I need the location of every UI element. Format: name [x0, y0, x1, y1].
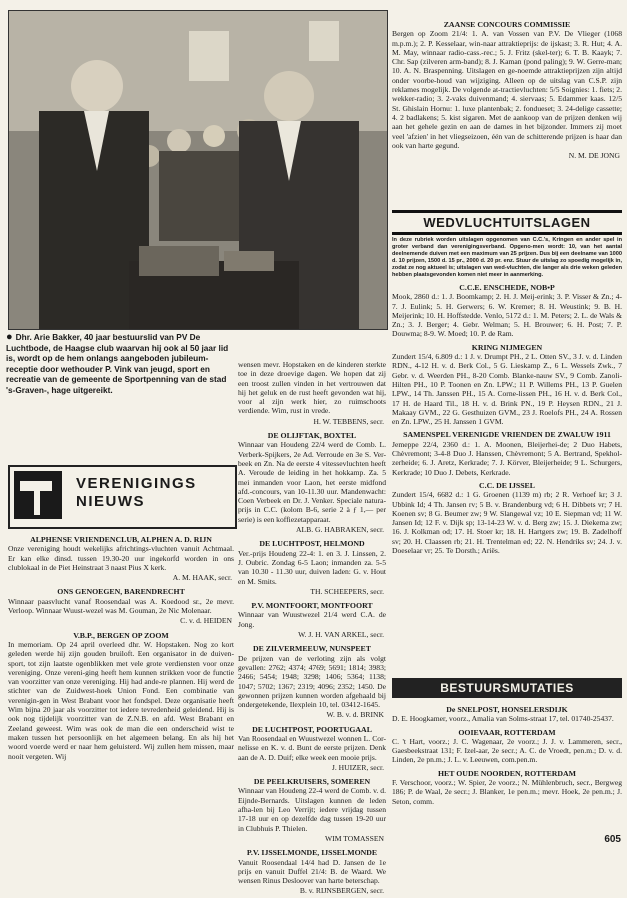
article-text: wensen mevr. Hopstaken en de kinderen sterkte toe in deze droevige dagen. We hopen dat zij een troost zullen vinden in het vertrouwen dat hij het geluk en de rust heeft gevonden wat hij, voor al zijn werk hier, zo ruimschoots verdiende. Wim, rust in vrede.	[238, 360, 386, 416]
article-text: Winnaar van Houdeng 22-4 werd de Comb. v. d. Eijnde-Bernards. Uitslagen kunnen de leden afha-len bij Leo Verrijt; iedere vrijdag tussen 17-18 uur en op dezelfde dag tussen 19-20 uur in Clubhuis P. Thielen.	[238, 786, 386, 833]
article-signature: H. W. TEBBENS, secr.	[313, 416, 384, 426]
article-heading: HET OUDE NOORDEN, ROTTERDAM	[437, 768, 577, 778]
article-heading: DE OLIJFTAK, BOXTEL	[267, 431, 357, 441]
article-signature: TH. SCHEEPERS, secr.	[310, 586, 384, 596]
article-text: Winnaar paasvlucht vanaf Roosendaal was A. Koedood sr., 2e mevr. Verloop. Winnaar Wuust-wezel was M. Gouman, 2e Nic Molenaar.	[8, 596, 234, 616]
photo-caption	[6, 332, 238, 395]
article-text: Jemeppe 22/4, 2360 d.: 1. A. Moonen, Bleijerhei-de; 2 Duo Habets, Chèvremont; 3-4-8 Duo J. Hanssen, Chèvremont; 5 A. Bertrand, Spekhol-zerheide; 6. J. Aretz, Kerkrade; 7. J. Körver, Bleijerheide; 9 L. Schurgers, Kerkrade; 10 Duo J. Debets, Kerkrade.	[392, 439, 622, 477]
article-text: Zundert 15/4, 6.809 d.: 1 J. v. Drumpt PH., 2 L. Otten SV., 3 J. v. d. Linden RDN., 4-12 H. v. d. Berk Col., 5 G. Lieskamp Z., 6 L. Wessels Zwk., 7 Gebr. v. d. Weerden PH., 8-20 Comb. Blanke-nauw SV., 9 Comb. Zanoli-Hilten PH., 10 P. Toonen en Zn. LPW.; 11 P. Willems PH., 13 P. Guelen LPW., 14 Th. Janssen PH., 15 A. Corne-lissen PH., 16 H. v. d. Berk Col., 17 H. de Haard Til., 18 H. v. d. Brink PN., 19 P. Heysen RDN., 21 J. Makaay GVM., 22 G. Gesthuizen GVM., 23 J. Roelofs PH., 24 A. Rossen en Zn. LPW., 25 H. Janssen 1 GVM.	[392, 352, 622, 427]
article-text: F. Verschoor, voorz.; W. Spier, 2e voorz.; N. Mühlenbruch, secr., Bergweg 186; P. de Waal, 2e secr.; J. Blanker, 1e pen.m.; mevr. Hoek, 2e pen.m.; J. Seton, comm.	[392, 778, 622, 806]
article-heading: KRING NIJMEGEN	[471, 342, 543, 352]
article-heading: ONS GENOEGEN, BARENDRECHT	[57, 587, 185, 597]
article-text: In memoriam. Op 24 april overleed dhr. W. Hopstaken. Nog zo kort geleden werde hij zijn gouden bruiloft. Een organisator in de duiven-sport, tot zijn laatste ogenblikken met vele grote verdiensten voor onze vereniging. Onze vereni-ging heeft hem kunnen strikken voor de functie van voorzitter van onze vereniging. Hij had ande-re plannen. Hij werd de stichter van de Zuidwest-hoek Union Fond. Een combinatie van verenigin-gen in West Brabant voor het fondspel. Deze organisatie heeft Wim bijna 20 jaar als voorzitter tot iedere tevredenheid geleidend. Hij is ook nog tijdelijk voorzitter van de Z.N.B. en afd. West Brabant en Zeeland geweest. Wim was ook de man die een onderscheid wist te maken tussen het persoonlijk en het algemeen belang. En als hij het woord voerde werd er naar hem geluisterd. Wij zullen hem missen, maar nooit vergeten. Wij	[8, 639, 234, 761]
article-signature: W. J. H. VAN ARKEL, secr.	[298, 630, 384, 640]
bestuursmutaties-items	[392, 701, 622, 807]
article-signature: C. v. d. HEIDEN	[180, 616, 232, 626]
article-heading: C.C.E. ENSCHEDE, NOB•P	[459, 283, 555, 292]
article-text: C. 't Hart, voorz.; J. C. Wagenaar, 2e voorz.; J. J. v. Lammeren, secr., Gaesbeekstraat 131; F. Izel-aar, 2e secr.; A. C. de Vroedt, pen.m.; D. v. d. Linden, 2e pn.m.; J. L. v. Leeuwen, com.pen.m.	[392, 736, 622, 765]
zaanse-article	[392, 20, 622, 162]
section-rule	[392, 210, 622, 213]
article-text: Van Roosendaal en Wuustwezel wonnen L. Cor-nelisse en K. v. d. Bunt de eerste prijzen. Denk aan de A. D. Duif; elke week een mooie prijs.	[238, 733, 386, 762]
article-heading: P.V. MONTFOORT, MONTFOORT	[251, 601, 373, 611]
article-signature: ALB. G. HABRAKEN, secr.	[296, 525, 384, 535]
caption-bullet-icon: ●	[6, 331, 13, 343]
wedvlucht-title: WEDVLUCHTUITSLAGEN	[423, 215, 591, 230]
logo-line-1: VERENIGINGS	[76, 475, 197, 492]
article-text: Vanuit Roosendaal 14/4 had D. Jansen de 1e prijs en vanuit Duffel 21/4: B. de Waard. We wensen Rinus Desloover van harte beterschap.	[238, 857, 386, 886]
article-signature: A. M. HAAK, secr.	[172, 573, 232, 583]
article-heading: DE LUCHTPOST, HELMOND	[259, 539, 365, 549]
article-text: Zundert 15/4, 6682 d.: 1 G. Groenen (1139 m) rb; 2 R. Verhoef kr; 3 J. Ubbink Id; 4 Th. Jansen rv; 5 B. v. Brandenburg vd; 6 H. Dibbets vr; 7 H. Koenen sv; 8 G. Beumer zw; 9 W. Slangewal vz; 10 E. Siepman vd; 11 W. Jansen Id; 12 F. v. Dijk sp; 13-14-23 W. v. d. Berg zw; 15. J. Diekema zw; 16. J. Kolkman od; 17. H. Stoer kr; 18. H. Hartgers zw; 19. B. Zadelhoff sv; 20. H. Claassen rb; 21. H. Trentelman ed; 22. N. Hendriks sv; 24. J. v. Doeselaar vr; 25. Te Dorsth.; Ariës.	[392, 490, 622, 556]
article-heading: DE PEELKRUISERS, SOMEREN	[253, 777, 371, 787]
hammer-logo-icon	[14, 471, 62, 519]
article-signature: B. v. RIJNSBERGEN, secr.	[299, 886, 384, 896]
logo-line-2: NIEUWS	[76, 493, 145, 510]
section-rule	[392, 232, 622, 235]
article-signature: J. HUIZER, secr.	[331, 762, 384, 772]
article-signature: W. B. v. d. BRINK	[326, 710, 384, 720]
left-column	[8, 530, 234, 762]
wedvlucht-section	[392, 208, 622, 556]
article-text: Winnaar van Houdeng 22/4 werd de Comb. L. Verberk-Spijkers, 2e Ad. Verroude en 3e S. Ver-beek en Zn. Na de eerste 4 vitessevluchten heeft A. Veroude de leiding in het hokkamp. Za. 5 mei inmanden voor Laon, het eerste midfond afd.-concours, van 10-11.30 uur. Mandenwacht: Coen Verbeek en Dr. J. Venker. Speciale natura-prijs in C.C. (kolom B-6, serie 2 à ƒ 1,— per serie) is een koffiezetapparaat.	[238, 440, 386, 524]
article-heading: DE ZILVERMEEUW, NUNSPEET	[253, 644, 371, 654]
article-text: Onze vereniging houdt wekelijks africhtings-vluchten vanuit Achtmaal. Er kan elke dinsd. tussen 19.30-20 uur ingekorfd worden in ons clublokaal in de Piet Heinstraat 3 naast Pius X kerk.	[8, 544, 234, 572]
middle-column	[238, 360, 386, 898]
article-heading: ALPHENSE VRIENDENCLUB, ALPHEN A. D. RIJN	[30, 535, 212, 544]
ceremony-photo-illustration	[9, 11, 387, 329]
article-signature: WIM TOMASSEN	[325, 833, 384, 843]
article-text: Mook, 2860 d.: 1. J. Boomkamp; 2. H. J. Meij-erink; 3. P. Visser & Zn.; 4-7. J. Eulink; 5. H. Gerwers; 6. W. Kremer; 8. H. Weustink; 9. B. H. Meijerink; 10. H. Hoffstedde. Venlo, 5172 d.: 1. M. Peters; 2. L. de Wals & Zn.; 3. J. Berger; 4. Gebr. Welman; 5. H. Brouwer; 6. H. Post; 7. P. Douwma; 8-9. W. Moed; 10. P. de Ram.	[392, 292, 622, 339]
article-text: Ver.-prijs Houdeng 22-4: 1. en 3. J. Linssen, 2. J. Oubric. Zondag 6-5 Laon; inmanden za. 5-5 van 10.30 - 11.30 uur, duiven laden: G. v. Hout en M. Smits.	[238, 548, 386, 586]
caption-text: Dhr. Arie Bakker, 40 jaar bestuurslid van PV De Luchtbode, de Haagse club waarvan hij ook al 50 jaar lid is, wordt op de hem onlangs aangeboden jubileum-receptie door wethouder P. Vink van jeugd, sport en recreatie van de gemeente de Sportpenning van de stad 's-Graven-, hage uitgereikt.	[6, 332, 229, 395]
article-text: D. E. Hoogkamer, voorz., Amalia van Solms-straat 17, tel. 01740-25437.	[392, 714, 614, 724]
article-heading: DE LUCHTPOST, POORTUGAAL	[252, 724, 372, 734]
article-heading: De SNELPOST, HONSELERSDIJK	[446, 705, 568, 714]
bestuursmutaties-title: BESTUURSMUTATIES	[392, 678, 622, 698]
verenigings-nieuws-logo	[8, 465, 237, 529]
article-text: Bergen op Zoom 21/4: 1. A. van Vossen van P.V. De Vlieger (1068 m.p.m.); 2. P. Kesselaar, win-naar attraktieprijs: de ijskast; 3. R. Hut; 4. A. M. May, winnaar radio-cass.-rec.; 5. J. Fritz (skel-ter); 6. T. B. Kaayk; 7. Chr. Sap (zilveren arm-band); 8. J. Kaman (pond paling); 9. W. Gerre-man; 10. A. N. Braspenning. Uitslagen en ge-noemde attraktieprijzen zijn altijd onder voorbe-houd van wijziging. Alleen op de uitslag van C.S.P. zijn reklames mogelijk. De volgende at-tractievluchten: 5/5 Soignies: 1. fiets; 2. wekker-radio; 3. 2-vaks duivenmand; 4. siervaas; 5. Edammer kaas. 12/5 St. Ghislain Hornu: 1. luxe plantenbak; 2. fondueset; 3. 24-delige cassette; 4. 2 badlakens; 5. kist sigaren. Met de aankoop van de prijzen denken wij aan het gehele gezin en aan de dames in het bijzonder. Immers zij moet veel 'afzien' in het vliegseizoen, één van de schitterende prijzen is haar dan ook van harte gegund.	[392, 29, 622, 150]
article-heading: V.B.P., BERGEN OP ZOOM	[73, 630, 169, 640]
page-number: 605	[604, 834, 621, 845]
article-signature: N. M. DE JONG	[568, 151, 620, 161]
article-heading: OOIEVAAR, ROTTERDAM	[458, 727, 556, 737]
ceremony-photo	[8, 10, 388, 330]
logo-text	[76, 475, 197, 511]
article-heading: P.V. IJSSELMONDE, IJSSELMONDE	[246, 848, 378, 858]
wedvlucht-intro: In deze rubriek worden uitslagen opgenomen van C.C.'s, Kringen en ander spel in groter verband dan verenigingsverband. Opgeno-men wordt: 10, van het aantal deelnemende duiven met een maximum van 25 prijzen. Dus bij een deelname van 1000 d. 10 prijzen, 1500 d. 15 pr., 2000 d. 20 pr. enz. Stuur de uitslag zo spoedig mogelijk in, zodat ze nog aktueel is; uitslagen van wed-vluchten, die langer als drie weken geleden hebben plaatsgevonden komen niet meer in aanmerking.	[392, 237, 622, 278]
article-heading: SAMENSPEL VERENIGDE VRIENDEN DE ZWALUW 1911	[403, 430, 611, 440]
article-heading: C.C. DE IJSSEL	[479, 480, 535, 490]
article-text: Winnaar van Wuustwezel 21/4 werd C.A. de Jong.	[238, 610, 386, 629]
wedvlucht-items	[392, 283, 622, 555]
article-heading: ZAANSE CONCOURS COMMISSIE	[443, 20, 571, 29]
article-text: De prijzen van de verloting zijn als volgt gevallen: 2762; 4374; 4769; 5691; 1814; 3983; 2466; 5454; 1948; 3298; 1406; 5364; 1138; 1047; 5702; 1367; 2319; 4096; 2352; 1450. De gewonnen prijzen kunnen worden afgehaald bij ondergetekende, Ilexplein 10, tel. 03412-1645.	[238, 653, 386, 710]
